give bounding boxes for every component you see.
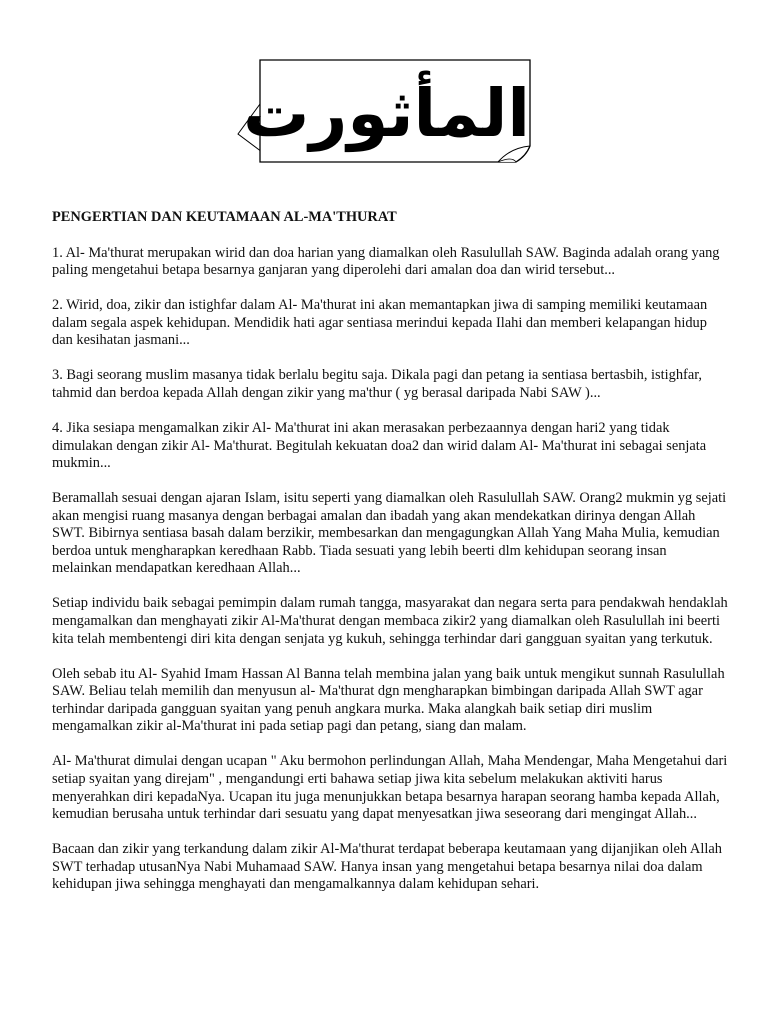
paragraph-5: Beramallah sesuai dengan ajaran Islam, isitu seperti yang diamalkan oleh Rasulullah SAW. Orang2 mukmin yg sejati akan mengisi ruang masanya dengan berbagai amalan dan ibadah yang akan mendekatkan dirinya dengan Allah SWT. Bibirnya sentiasa basah dalam berzikir, membesarkan dan mengagungkan Allah Yang Maha Mulia, kemudian berdoa untuk mengharapkan keredhaan Rabb. Tiada sesuati yang lebih beerti dlm kehidupan seorang insan melainkan mendapatkan keredhaan Allah... <box>52 490 727 577</box>
paragraph-7: Oleh sebab itu Al- Syahid Imam Hassan Al Banna telah membina jalan yang baik untuk mengikut sunnah Rasulullah SAW. Beliau telah memilih dan menyusun al- Ma'thurat dgn mengharapkan bimbingan daripada Allah SWT agar terhindar daripada gangguan syaitan yang penuh angkara murka. Maka alangkah baik setiap diri muslim mengamalkan zikir al-Ma'thurat ini pada setiap pagi dan petang, siang dan malam. <box>52 665 725 735</box>
paragraph-2: 2. Wirid, doa, zikir dan istighfar dalam Al- Ma'thurat ini akan memantapkan jiwa di samping memiliki keutamaan dalam segala aspek kehidupan. Mendidik hati agar sentiasa merindui kepada Ilahi dan memberi kelapangan hidup dan kesihatan jasmani... <box>52 297 708 349</box>
document-heading: PENGERTIAN DAN KEUTAMAAN AL-MA'THURAT <box>52 209 397 225</box>
title-banner <box>236 56 536 168</box>
paragraph-6: Setiap individu baik sebagai pemimpin dalam rumah tangga, masyarakat dan negara serta para pendakwah hendaklah mengamalkan dan menghayati zikir Al-Ma'thurat dengan membaca zikir2 yang diamalkan oleh Rasulullah ini beerti kita telah membentengi diri kita dengan senjata yg kukuh, sehingga terhindar dari gangguan syaitan yang terkutuk. <box>52 595 728 647</box>
arabic-title: المأثورت <box>243 75 530 152</box>
document-body <box>52 209 728 911</box>
paragraph-8: Al- Ma'thurat dimulai dengan ucapan " Aku bermohon perlindungan Allah, Maha Mendengar, Maha Mengetahui dari setiap syaitan yang direjam" , mengandungi erti bahawa setiap jiwa kita sebelum melakukan aktiviti harus menyerahkan diri kepadaNya. Ucapan itu juga menunjukkan betapa besarnya harapan seorang hamba kepada Allah, kemudian berusaha untuk terhindar dari sesuatu yang dapat menyesatkan jiwa seseorang dari mengingat Allah... <box>52 753 728 823</box>
paragraph-3: 3. Bagi seorang muslim masanya tidak berlalu begitu saja. Dikala pagi dan petang ia sentiasa bertasbih, istighfar, tahmid dan berdoa kepada Allah dengan zikir yang ma'thur ( yg berasal daripada Nabi SAW )... <box>52 367 703 401</box>
paragraph-4: 4. Jika sesiapa mengamalkan zikir Al- Ma'thurat ini akan merasakan perbezaannya dengan hari2 yang tidak dimulakan dengan zikir Al- Ma'thurat. Begitulah kekuatan doa2 dan wirid dalam Al- Ma'thurat ini sebagai senjata mukmin... <box>52 419 707 472</box>
paragraph-1: 1. Al- Ma'thurat merupakan wirid dan doa harian yang diamalkan oleh Rasulullah SAW. Baginda adalah orang yang paling mengetahui betapa besarnya ganjaran yang diperolehi dari amalan doa dan wirid tersebut... <box>52 244 720 279</box>
paragraph-9: Bacaan dan zikir yang terkandung dalam zikir Al-Ma'thurat terdapat beberapa keutamaan yang dijanjikan oleh Allah SWT terhadap utusanNya Nabi Muhamaad SAW. Hanya insan yang mengetahui betapa besarnya nilai doa dalam kehidupan jiwa sehingga menghayati dan mengamalkannya dalam kehidupan sehari. <box>52 841 722 893</box>
